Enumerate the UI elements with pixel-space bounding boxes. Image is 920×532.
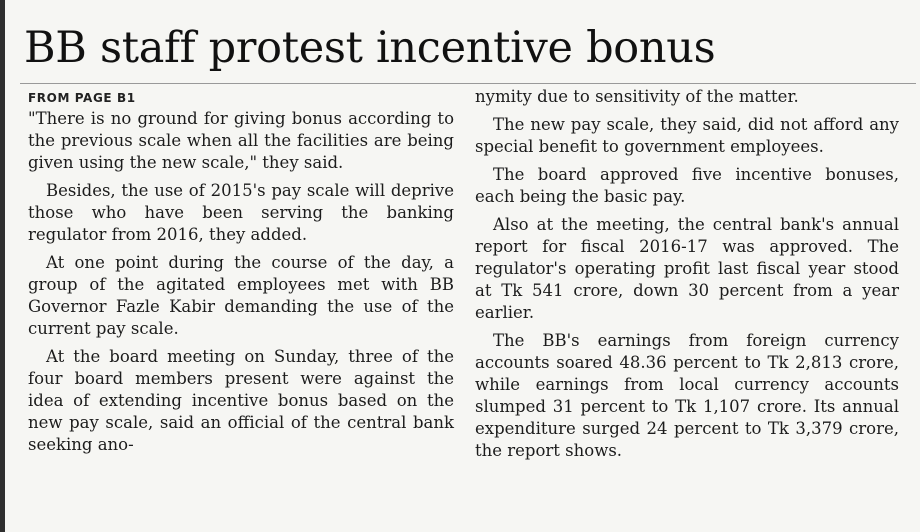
paragraph: Besides, the use of 2015's pay scale will deprive those who have been serving the banking regulator from 2016, they added.	[28, 181, 454, 244]
paragraph: At one point during the course of the day, a group of the agitated employees met with BB Governor Fazle Kabir demanding the use of the current pay scale.	[28, 253, 454, 338]
paragraph: The BB's earnings from foreign currency accounts soared 48.36 percent to Tk 2,813 crore, while earnings from local currency accounts slumped 31 percent to Tk 1,107 crore. Its annual expenditure surged 24 percent to Tk 3,379 crore, the report shows.	[475, 331, 899, 460]
dateline: FROM PAGE B1	[28, 91, 136, 105]
headline-divider	[20, 83, 916, 84]
paragraph: Also at the meeting, the central bank's annual report for fiscal 2016-17 was approved. The regulator's operating profit last fiscal year stood at Tk 541 crore, down 30 percent from a year earlier.	[475, 215, 899, 322]
paragraph: The new pay scale, they said, did not afford any special benefit to government employees.	[475, 115, 899, 156]
right-column	[475, 86, 899, 468]
paragraph: At the board meeting on Sunday, three of the four board members present were against the idea of extending incentive bonus based on the new pay scale, said an official of the central bank seeking ano-	[28, 347, 454, 454]
paragraph: nymity due to sensitivity of the matter.	[475, 87, 799, 106]
left-column	[28, 88, 454, 462]
headline: BB staff protest incentive bonus	[24, 23, 716, 73]
page-edge-rule	[0, 0, 5, 532]
paragraph: "There is no ground for giving bonus according to the previous scale when all the facilities are being given using the new scale," they said.	[28, 109, 454, 172]
paragraph: The board approved five incentive bonuses, each being the basic pay.	[475, 165, 899, 206]
